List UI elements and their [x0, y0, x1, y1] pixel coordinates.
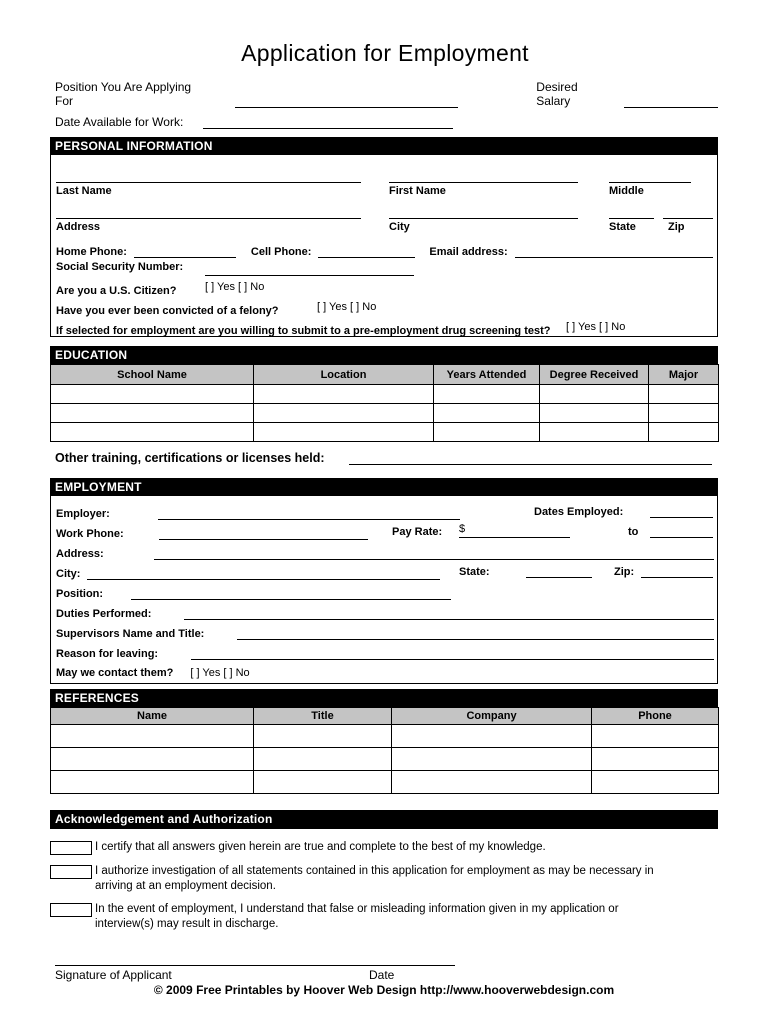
other-training-label: Other training, certifications or licenses held:	[55, 451, 325, 465]
false-information-statement: In the event of employment, I understand that false or misleading information given in my application or interview(s) may result in discharge.	[95, 903, 619, 930]
signature-block	[55, 965, 455, 982]
references-cell[interactable]	[254, 771, 392, 794]
education-cell[interactable]	[434, 385, 540, 404]
address-field[interactable]	[56, 206, 361, 219]
false-information-checkbox[interactable]	[50, 903, 92, 917]
middle-name-label: Middle	[609, 185, 644, 197]
email-label: Email address:	[429, 246, 508, 258]
date-available-label: Date Available for Work:	[55, 115, 184, 129]
dates-employed-to-label: to	[628, 526, 639, 538]
employer-zip-field[interactable]	[641, 565, 713, 578]
references-col-company: Company	[392, 708, 592, 725]
references-header: REFERENCES	[50, 689, 718, 707]
education-cell[interactable]	[51, 404, 254, 423]
education-cell[interactable]	[51, 385, 254, 404]
references-cell[interactable]	[254, 725, 392, 748]
ssn-field[interactable]	[205, 273, 414, 276]
references-cell[interactable]	[392, 748, 592, 771]
references-row	[51, 725, 719, 748]
references-cell[interactable]	[392, 725, 592, 748]
position-applying-field[interactable]	[235, 95, 459, 108]
employer-address-label: Address:	[56, 548, 104, 560]
zip-group	[663, 206, 713, 233]
desired-salary-label: Desired Salary	[536, 80, 578, 108]
first-name-group	[389, 170, 578, 197]
date-label: Date	[369, 968, 395, 982]
education-cell[interactable]	[254, 385, 434, 404]
other-training-field[interactable]	[349, 452, 712, 465]
education-cell[interactable]	[649, 385, 719, 404]
work-phone-field[interactable]	[159, 527, 368, 540]
page-title: Application for Employment	[241, 40, 529, 66]
references-cell[interactable]	[51, 725, 254, 748]
us-citizen-question: Are you a U.S. Citizen?	[56, 285, 177, 297]
city-group	[389, 206, 578, 233]
references-table	[50, 707, 719, 794]
employer-city-label: City:	[56, 568, 81, 580]
education-cell[interactable]	[540, 404, 649, 423]
references-row	[51, 748, 719, 771]
dates-employed-from-field[interactable]	[650, 505, 713, 518]
education-header: EDUCATION	[50, 346, 718, 364]
home-phone-field[interactable]	[134, 245, 236, 258]
city-field[interactable]	[389, 206, 578, 219]
education-col-school-name: School Name	[51, 365, 254, 385]
date-available-field[interactable]	[203, 116, 453, 129]
duties-performed-field[interactable]	[184, 607, 714, 620]
felony-yes-no-checkboxes[interactable]: [ ] Yes [ ] No	[317, 301, 377, 313]
dates-employed-to-field[interactable]	[650, 525, 713, 538]
employer-state-label: State:	[459, 566, 490, 578]
references-col-title: Title	[254, 708, 392, 725]
references-header-row	[51, 708, 719, 725]
home-phone-label: Home Phone:	[56, 246, 127, 258]
pay-rate-field[interactable]: $	[459, 523, 570, 538]
education-col-degree-received: Degree Received	[540, 365, 649, 385]
education-row	[51, 385, 719, 404]
education-cell[interactable]	[51, 423, 254, 442]
work-phone-label: Work Phone:	[56, 528, 124, 540]
personal-information-header: PERSONAL INFORMATION	[50, 137, 718, 155]
position-applying-label: Position You Are Applying For	[55, 80, 192, 108]
education-col-years-attended: Years Attended	[434, 365, 540, 385]
acknowledgement-header: Acknowledgement and Authorization	[50, 810, 718, 829]
form-content	[50, 80, 718, 997]
felony-question: Have you ever been convicted of a felony?	[56, 305, 279, 317]
employer-label: Employer:	[56, 508, 110, 520]
duties-performed-label: Duties Performed:	[56, 608, 152, 620]
references-cell[interactable]	[51, 748, 254, 771]
first-name-field[interactable]	[389, 170, 578, 183]
cell-phone-field[interactable]	[318, 245, 415, 258]
references-row	[51, 771, 719, 794]
desired-salary-field[interactable]	[624, 95, 718, 108]
middle-name-field[interactable]	[609, 170, 691, 183]
certify-checkbox[interactable]	[50, 841, 92, 855]
employer-address-field[interactable]	[154, 547, 714, 560]
personal-information-section	[50, 155, 718, 337]
employer-state-field[interactable]	[526, 565, 592, 578]
position-held-label: Position:	[56, 588, 104, 600]
cell-phone-label: Cell Phone:	[250, 246, 312, 258]
supervisor-name-label: Supervisors Name and Title:	[56, 628, 205, 640]
drug-test-yes-no-checkboxes[interactable]: [ ] Yes [ ] No	[566, 321, 626, 333]
dates-employed-label: Dates Employed:	[534, 506, 624, 518]
authorize-investigation-statement: I authorize investigation of all statements contained in this application for employment as may be necessary in arriving at an employment decision.	[95, 865, 654, 892]
ssn-label: Social Security Number:	[56, 261, 184, 273]
pay-rate-label: Pay Rate:	[392, 526, 443, 538]
education-cell[interactable]	[649, 404, 719, 423]
email-field[interactable]	[515, 245, 713, 258]
references-cell[interactable]	[392, 771, 592, 794]
education-cell[interactable]	[649, 423, 719, 442]
education-cell[interactable]	[434, 404, 540, 423]
education-cell[interactable]	[254, 423, 434, 442]
address-group	[56, 206, 361, 233]
employer-field[interactable]	[158, 507, 460, 520]
authorize-investigation-checkbox[interactable]	[50, 865, 92, 879]
education-table	[50, 364, 719, 442]
first-name-label: First Name	[389, 185, 446, 197]
state-label: State	[609, 221, 636, 233]
copyright-footer: © 2009 Free Printables by Hoover Web Design http://www.hooverwebdesign.com	[153, 983, 615, 997]
state-group	[609, 206, 654, 233]
last-name-field[interactable]	[56, 170, 361, 183]
certify-statement: I certify that all answers given herein are true and complete to the best of my knowledge.	[95, 841, 546, 853]
education-col-location: Location	[254, 365, 434, 385]
education-cell[interactable]	[254, 404, 434, 423]
references-cell[interactable]	[592, 771, 719, 794]
education-row	[51, 423, 719, 442]
supervisor-name-field[interactable]	[237, 627, 714, 640]
position-held-field[interactable]	[131, 587, 451, 600]
employer-city-field[interactable]	[87, 567, 440, 580]
education-header-row	[51, 365, 719, 385]
may-we-contact-yes-no-checkboxes[interactable]: [ ] Yes [ ] No	[190, 667, 250, 679]
employment-section	[50, 496, 718, 684]
signature-of-applicant-label: Signature of Applicant	[55, 968, 172, 982]
education-cell[interactable]	[434, 423, 540, 442]
last-name-label: Last Name	[56, 185, 112, 197]
references-cell[interactable]	[592, 725, 719, 748]
education-row	[51, 404, 719, 423]
zip-label: Zip	[668, 221, 685, 233]
last-name-group	[56, 170, 361, 197]
references-cell[interactable]	[51, 771, 254, 794]
city-label: City	[389, 221, 410, 233]
drug-test-question: If selected for employment are you willing to submit to a pre-employment drug screening test?	[56, 325, 551, 337]
references-cell[interactable]	[592, 748, 719, 771]
education-col-major: Major	[649, 365, 719, 385]
reason-for-leaving-label: Reason for leaving:	[56, 648, 159, 660]
education-cell[interactable]	[540, 423, 649, 442]
employment-header: EMPLOYMENT	[50, 478, 718, 496]
employer-zip-label: Zip:	[614, 566, 635, 578]
reason-for-leaving-field[interactable]	[191, 647, 714, 660]
references-col-name: Name	[51, 708, 254, 725]
may-we-contact-question: May we contact them?	[56, 667, 174, 679]
middle-name-group	[609, 170, 691, 197]
education-cell[interactable]	[540, 385, 649, 404]
references-col-phone: Phone	[592, 708, 719, 725]
state-field[interactable]	[609, 206, 654, 219]
us-citizen-yes-no-checkboxes[interactable]: [ ] Yes [ ] No	[205, 281, 265, 293]
references-cell[interactable]	[254, 748, 392, 771]
address-label: Address	[56, 221, 101, 233]
zip-field[interactable]	[663, 206, 713, 219]
